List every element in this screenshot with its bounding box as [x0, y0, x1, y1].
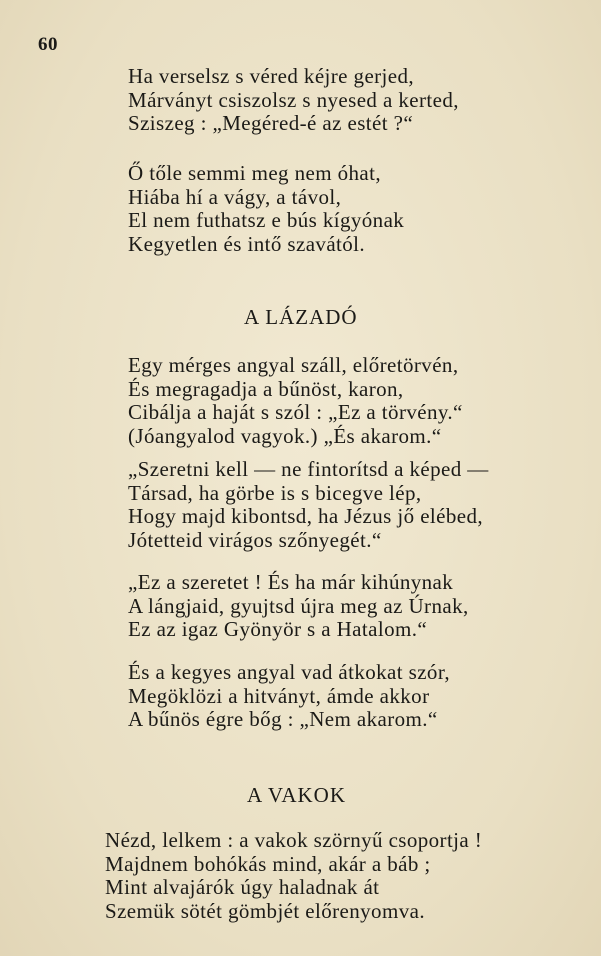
verse-line: Márványt csiszolsz s nyesed a kerted, — [128, 87, 459, 112]
verse-line: „Szeretni kell — ne fintorítsd a képed — — [128, 457, 489, 481]
verse-line: Egy mérges angyal száll, előretörvén, — [128, 353, 459, 377]
verse-line: Ha verselsz s véred kéjre gerjed, — [128, 64, 415, 88]
verse-line: És a kegyes angyal vad átkokat szór, — [128, 660, 451, 684]
verse-line: Hiába hí a vágy, a távol, — [128, 184, 342, 209]
verse-line: Megöklözi a hitványt, ámde akkor — [128, 683, 430, 708]
poem-title: A LÁZADÓ — [244, 305, 358, 329]
poem-title: A VAKOK — [247, 783, 346, 807]
stanza — [128, 162, 404, 256]
verse-line: A bűnös égre bőg : „Nem akarom.“ — [128, 707, 438, 731]
stanza — [128, 458, 489, 552]
verse-line: „Ez a szeretet ! És ha már kihúnynak — [128, 570, 454, 594]
stanza — [128, 65, 459, 136]
verse-line: A lángjaid, gyujtsd újra meg az Úrnak, — [128, 593, 469, 618]
verse-line: És megragadja a bűnöst, karon, — [128, 376, 404, 401]
verse-line: Cibálja a haját s szól : „Ez a törvény.“ — [128, 400, 463, 424]
page-number: 60 — [38, 34, 58, 55]
verse-line: Szemük sötét gömbjét előrenyomva. — [105, 898, 425, 923]
stanza — [128, 661, 450, 732]
verse-line: Ez az igaz Gyönyör s a Hatalom.“ — [128, 617, 428, 641]
verse-line: Hogy majd kibontsd, ha Jézus jő elébed, — [128, 504, 484, 528]
verse-line: Kegyetlen és intő szavától. — [128, 231, 366, 256]
verse-line: Jótetteid virágos szőnyegét.“ — [128, 527, 382, 552]
stanza — [128, 354, 463, 448]
stanza — [128, 571, 469, 642]
verse-line: Társad, ha görbe is s bicegve lép, — [128, 480, 422, 505]
verse-line: El nem futhatsz e bús kígyónak — [128, 208, 405, 232]
verse-line: Ő tőle semmi meg nem óhat, — [128, 161, 382, 185]
verse-line: Mint alvajárók úgy haladnak át — [105, 875, 380, 899]
verse-line: (Jóangyalod vagyok.) „És akarom.“ — [128, 423, 442, 448]
verse-line: Sziszeg : „Megéred-é az estét ?“ — [128, 111, 414, 135]
verse-line: Nézd, lelkem : a vakok szörnyű csoportja ! — [105, 828, 483, 852]
stanza — [105, 829, 482, 923]
verse-line: Majdnem bohókás mind, akár a báb ; — [105, 851, 431, 876]
